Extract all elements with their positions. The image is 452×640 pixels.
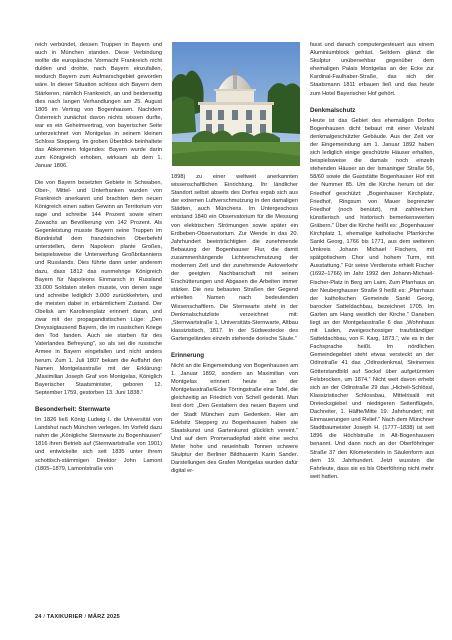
paragraph: Heute ist das Gebiet des ehemaligen Dorfes Bogenhausen dicht bebaut mit einer Vielzahl denkmalgeschützter Gebäude. Aus der Zeit vor der Eingemeindung am 1. Januar 1892 haben sich lediglich einige geschützte Häuser erhalten, beispielsweise die damals noch einzeln stehenden Häuser an der Ismaninger Straße 56, 58/60 sowie die Gaststätte Bogenhauser Hof mit der Nummer 85. Um die Kirche herum ist der Friedhof geschützt: „Bogenhauser Kirchplatz, Friedhof, Ringsum von Mauer begrenzter Friedhof (noch benützt), mit zahlreichen künstlerisch und historisch bemerkenswerten Gräbern.” Über die Kirche heißt es: „Bogenhauser Kirchplatz 1, ehemalige katholische Pfarrkirche Sankt Georg, 1766 bis 1771, aus dem weiteren Umkreis Johann Michael Fischers, mit spätgotischem Chor und hohem Turm, mit Ausstattung.” Für seine Verdienste erhielt Fischer (1692–1766) im Jahr 1992 den Johann-Michael-Fischer-Platz in Berg am Laim. Zum Pfarrhaus an der Neuberghauser Straße 9 heißt es: „Pfarrhaus der katholischen Gemeinde Sankt Georg, barocker Satteldachbau, bezeichnet 1705. Im Garten am Hang westlich der Kirche.” Daneben liegt an der Montgelasstraße 6 das „Wohnhaus mit Laden, zweigeschossiger traufständiger Satteldachbau, von F. Karg, 1873.”, wie es in der Fachsprache heißt. Im nördlichen Gemeindegebiet steht etwas versteckt an der Odinstraße 41 das „Odinsdenkmal, Steinernes Götterstandbild auf Sockel über aufgetürmten Felsbrocken, um 1874.” Nicht weit davon erhebt sich an der Odinstraße 29 das „Hicheli-Schlössl, Klassizistischer Schlossbau, Mittelrisalit mit Dreiecksgiebel und niedrigeren Seitenflügeln, Dachreiter, 1. Hälfte/Mitte 19. Jahrhundert; mit Einmauerungen und Relief.” Nach dem Münchner Stadtbaumeister Joseph H. (1777–1838) ist seit 1896 die Höchlstraße in Alt-Bogenhausen benannt. Und dann noch an der Oberföhringer Straße 37 den Kilometerstein in Säulenform aus dem 19. Jahrhundert. Jetzt wussten die Fahrleute, dass sie es bis Oberföhring nicht mehr weit hatten. xyxy=(310,117,434,480)
drum-cornice xyxy=(214,89,256,91)
paragraph: Im 1826 ließ König Ludwig I. die Universität von Landshut nach München verlegen. Im Vorfeld dazu nahm die „Königliche Sternwarte zu Bogenhausen” 1816 ihren Betrieb auf (Sternwartstraße von 1901) und entwickelte sich seit 1835 unter ihrem schottisch-stämmigen Direktor John Lamont (1805–1879, Lamontstraße von xyxy=(35,417,162,472)
magazine-name: TAXIKURIER xyxy=(46,614,83,620)
article-column-3 xyxy=(310,41,434,481)
building-cornice xyxy=(198,102,274,105)
article-column-1 xyxy=(35,41,162,473)
section-heading-sternwarte: Besonderheit: Sternwarte xyxy=(35,406,111,414)
issue-date: MÄRZ 2025 xyxy=(88,614,120,620)
observatory-illustration xyxy=(172,42,300,166)
paragraph: reich verbündet, dessen Truppen in Bayern und auch in München standen. Diese Verbindung wollte die europäische Vormacht Frankreich nicht dulden und drohte, nach Bayern einzufallen, wodurch Bayern zum Aufmarschgebiet geworden wäre. In dieser Situation schloss sich Bayern dem Stärkeren, nämlich Frankreich, an und beiderseitig dies nach langen Verhandlungen am 25. August 1805 im Vertrag von Bogenhausen. Nachdem Österreich zunächst davon nichts wissen durfte, war es ein Geheimvertrag, von bayerischer Seite unterzeichnet von Montgelas in seinem kleinen Schloss Stepperg. Im groben Überblick beinhaltete das Abkommen folgendes: Bayern wurde darin zum Königreich erhoben, wirksam ab dem 1. Januar 1806. xyxy=(35,42,162,170)
window xyxy=(232,110,238,120)
paragraph: Die von Bayern besetzten Gebiete in Schwaben, Ober-, Mittel- und Unterfranken wurden von Frankreich anerkannt und brachten dem neuen Königreich einen satten Gewinn an Territorium von sage und schreibe 144 Prozent sowie einen Zuwachs an Bevölkerung von 142 Prozent. Als Gegenleistung musste Bayern seine Truppen im Bündnisfall dem französischen Oberbefehl unterstellen, denn Napoleon plante Großes, beispielsweise die Unterwerfung Großbritanniens und Russlands. Dies führte dann unter anderem dazu, dass 1812 das nunmehrige Königreich Bayern für Napoleons Einmarsch in Russland 33.000 Soldaten stellen musste, von denen sage und schreibe lediglich 3.000 zurückkehrten, und die meisten dabei in erbärmlichem Zustand. Der Obelisk am Karolinenplatz erinnert daran, und zwar mit der propagandistischen Lüge: „Den Dreyssigtausend Bayern, die im russischen Kriege den Tod fanden. Auch sie starben für des Vaterlandes Befreyung”, so als sei die russische Armee in Bayern eingefallen und nicht anders herum. Zum 1. Juli 1807 bekam die Auffahrt den Namen Montgelasstraße mit der Erklärung: „Maximilian Joseph Graf von Montgelas, Königlich Bayerischer Staatsminister, geboren 12. September 1759, gestorben 13. Juni 1838.” xyxy=(35,179,162,396)
window xyxy=(206,110,212,120)
window xyxy=(218,110,224,120)
section-heading-erinnerung: Erinnerung xyxy=(171,351,205,359)
dome-drum xyxy=(216,90,254,104)
window xyxy=(246,124,252,133)
footer-separator: / xyxy=(43,614,46,620)
window xyxy=(260,110,266,120)
dome-slit xyxy=(233,68,237,90)
page-number: 24 xyxy=(35,614,42,620)
paragraph: 1898) zu einer weltweit anerkannten wissenschaftlichen Einrichtung. Ihr ländlicher Standort selbst abseits des Dorfes ergab sich aus der extremen Luftverschmutzung in den damaligen Städten, auch Münchens. Im Untergeschoss entstand 1840 ein Observatorium für die Messung von elektrischen Strömungen sowie später ein Erdbeben-Observatorium. Zur Wende in das 20. Jahrhundert beeinträchtigten die zunehmende Bebauung der Bogenhauser Flur, die damit zusammenhängende Lichtverschmutzung der modernen Zeit und der zunehmende Autoverkehr der geeigten Nachbarschaft mit seinen Erschütterungen und Abgasen die Arbeiten immer stärker. Die neu bebauten Straßen der Gegend erhielten Namen nach bedeutenden Wissenschaftlern. Die Sternwarte steht in der Denkmalschutzliste verzeichnet mit: „Sternwartstraße 1, Universitäts-Sternwarte, Altbau klassizistisch, 1817. In der Südwestecke des Gartengeländes einzeln stehende dorische Säule.” xyxy=(171,174,298,342)
footer-separator: / xyxy=(84,614,87,620)
window xyxy=(246,110,252,120)
observatory-photo xyxy=(172,42,300,166)
paragraph: Nicht an die Eingemeindung von Bogenhausen am 1. Januar 1892, sondern an Maximilian von Montgelas erinnert heute an der Montgelasstraße/Ecke Törringstraße eine Tafel, die gleichzeitig an Friedrich von Schell gedenkt. Man liest dort: „Den Gestaltern des neuen Bayern und der Stadt München zum Gedenken. Hier am Edelsitz Stepperg zu Bogenhausen haben sie Staatskunst und Gartenkunst glücklich vereint.” Und auf dem Promenadepfad steht eine sechs Meter hohe und neueinhalb Tonnen schwere Skulptur der Berliner Bildhauerin Karin Sander. Darstellungen des Grafen Montgelas wurden dafür digital er- xyxy=(171,362,298,475)
window xyxy=(260,124,266,133)
page-footer xyxy=(35,614,120,620)
section-heading-denkmalschutz: Denkmalschutz xyxy=(310,106,356,114)
article-column-2 xyxy=(171,173,298,475)
tree-left-lower xyxy=(172,96,196,134)
paragraph: fasst und danach computergesteuert aus einem Aluminiumblock gefräst. Seitdem glänzt die Skulptur unübersehbar gegenüber dem ehemaligen Palais Montgelas an der Ecke zur Kardinal-Faulhaber-Straße, das sich der Staatsmann 1811 erbauen ließ und das heute zum Hotel Bayerischer Hof gehört. xyxy=(310,42,434,97)
